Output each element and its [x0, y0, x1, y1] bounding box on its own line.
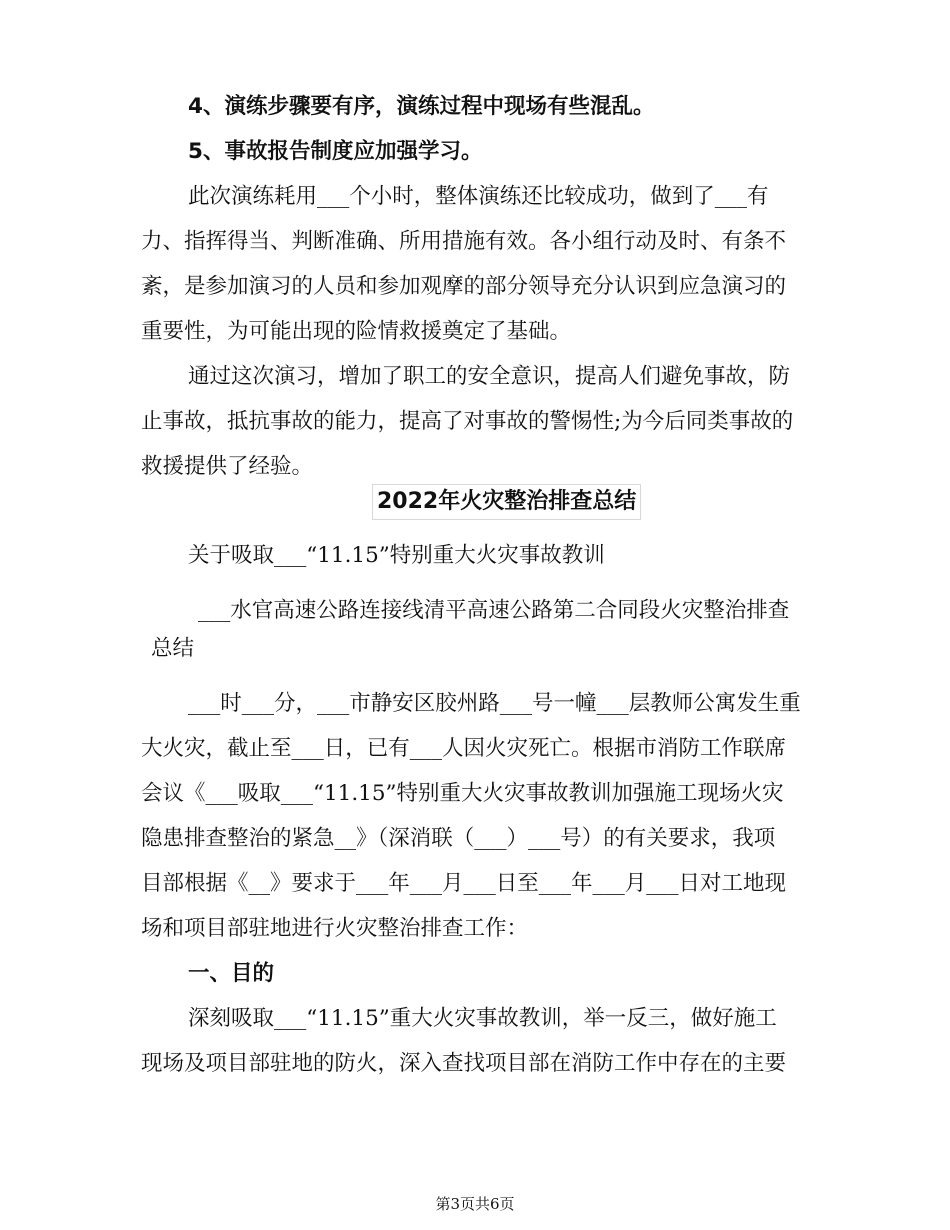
paragraph-line: 大火灾，截止至___日，已有___人因火灾死亡。根据市消防工作联席 [141, 736, 787, 761]
paragraph-line: 隐患排查整治的紧急__》（深消联（___）___号）的有关要求，我项 [141, 826, 776, 851]
paragraph-line: 深刻吸取___“11.15”重大火灾事故教训，举一反三，做好施工 [188, 1006, 777, 1031]
paragraph-line: ___时___分，___市静安区胶州路___号一幢___层教师公寓发生重 [188, 691, 801, 716]
list-item-4: 4、演练步骤要有序，演练过程中现场有些混乱。 [188, 94, 655, 119]
paragraph-line: ___水官高速公路连接线清平高速公路第二合同段火灾整治排查 [198, 598, 790, 623]
page-footer: 第3页共6页 [435, 1195, 515, 1213]
paragraph-line: 通过这次演习，增加了职工的安全意识，提高人们避免事故，防 [188, 364, 791, 389]
list-item-5: 5、事故报告制度应加强学习。 [188, 139, 483, 164]
paragraph-line: 力、指挥得当、判断准确、所用措施有效。各小组行动及时、有条不 [141, 229, 787, 254]
paragraph-line: 现场及项目部驻地的防火，深入查找项目部在消防工作中存在的主要 [141, 1051, 787, 1076]
paragraph-line: 救援提供了经验。 [141, 454, 314, 479]
paragraph-line: 场和项目部驻地进行火灾整治排查工作： [141, 916, 529, 941]
paragraph-line: 此次演练耗用___个小时，整体演练还比较成功，做到了___有 [188, 184, 769, 209]
paragraph-line: 止事故，抵抗事故的能力，提高了对事故的警惕性;为今后同类事故的 [141, 409, 794, 434]
paragraph-line: 总结 [151, 636, 195, 661]
paragraph-line: 关于吸取___“11.15”特别重大火灾事故教训 [188, 543, 605, 568]
paragraph-line: 目部根据《__》要求于___年___月___日至___年___月___日对工地现 [141, 871, 787, 896]
paragraph-line: 紊，是参加演习的人员和参加观摩的部分领导充分认识到应急演习的 [141, 274, 787, 299]
section-heading: 一、目的 [188, 961, 275, 986]
paragraph-line: 会议《___吸取___“11.15”特别重大火灾事故教训加强施工现场火灾 [141, 781, 784, 806]
paragraph-line: 重要性，为可能出现的险情救援奠定了基础。 [141, 319, 572, 344]
section-title: 2022年火灾整治排查总结 [372, 484, 641, 520]
